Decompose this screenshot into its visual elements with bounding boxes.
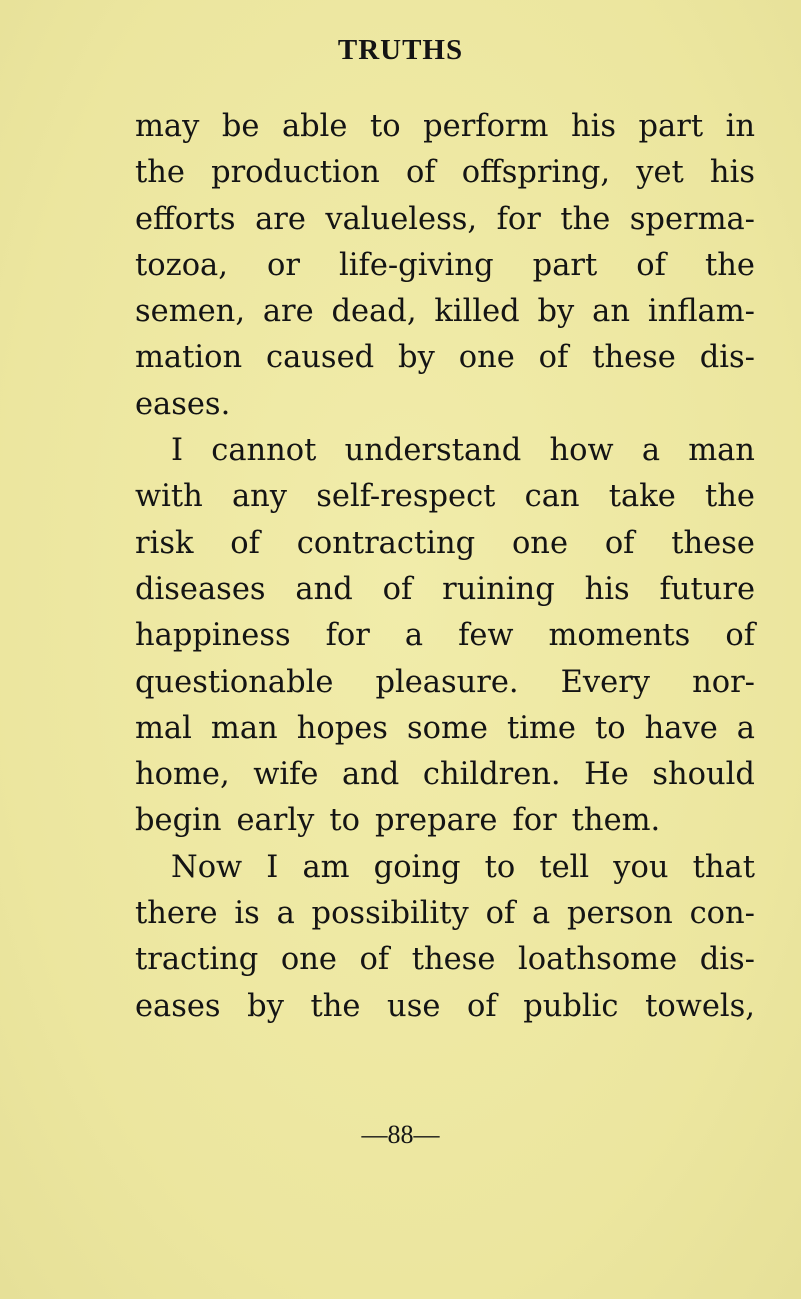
- text-line: [135, 335, 755, 381]
- word: by: [537, 294, 575, 330]
- word: nor-: [692, 664, 755, 700]
- word: to: [595, 710, 626, 746]
- word: these: [411, 942, 496, 978]
- word: one: [280, 942, 337, 978]
- word: of: [405, 155, 436, 191]
- word: a: [736, 710, 755, 746]
- text-line: [135, 150, 755, 196]
- word: dis-: [699, 340, 755, 376]
- word: mation: [135, 340, 243, 376]
- word: and: [341, 757, 400, 793]
- word: semen,: [135, 294, 246, 330]
- word: am: [302, 849, 350, 885]
- word: are: [255, 201, 306, 237]
- word: man: [688, 433, 755, 469]
- word: efforts: [135, 201, 236, 237]
- word: perform: [423, 109, 549, 144]
- text-line: [135, 845, 755, 891]
- word: to: [329, 803, 360, 839]
- word: of: [485, 896, 516, 932]
- word: of: [538, 340, 569, 376]
- word: risk: [135, 525, 194, 561]
- word: a: [276, 896, 295, 932]
- word: hopes: [296, 710, 388, 746]
- word: production: [211, 155, 380, 191]
- word: them.: [571, 803, 661, 839]
- word: have: [644, 710, 718, 746]
- text-line: [135, 428, 755, 474]
- word: Now: [171, 849, 243, 885]
- word: you: [613, 849, 669, 885]
- word: time: [506, 710, 576, 746]
- word: a: [404, 618, 424, 654]
- word: of: [636, 247, 666, 283]
- word: and: [295, 571, 353, 607]
- text-line: [135, 984, 755, 1030]
- word: his: [570, 109, 617, 144]
- word: one: [511, 525, 568, 561]
- word: eases.: [135, 386, 231, 422]
- word: how: [549, 433, 614, 469]
- word: by: [398, 340, 435, 376]
- word: these: [671, 525, 755, 561]
- word: moments: [548, 618, 691, 654]
- word: killed: [434, 294, 520, 330]
- body-text: [135, 104, 755, 1030]
- word: person: [566, 896, 673, 932]
- text-line: [135, 660, 755, 706]
- word: tozoa,: [135, 247, 228, 283]
- word: for: [496, 201, 541, 237]
- word: the: [135, 155, 185, 191]
- word: contracting: [296, 525, 476, 561]
- word: sperma-: [629, 201, 755, 237]
- text-line: [135, 197, 755, 243]
- word: con-: [689, 896, 755, 932]
- word: loathsome: [517, 942, 678, 978]
- word: Every: [560, 664, 651, 700]
- word: by: [247, 988, 284, 1024]
- word: one: [458, 340, 515, 376]
- running-head: TRUTHS: [337, 34, 464, 66]
- word: or: [267, 247, 300, 283]
- word: prepare: [374, 803, 498, 839]
- word: able: [281, 109, 348, 144]
- word: are: [262, 294, 314, 330]
- word: few: [458, 618, 514, 654]
- word: any: [231, 479, 288, 515]
- word: there: [135, 896, 218, 932]
- word: of: [725, 618, 755, 654]
- word: be: [221, 109, 260, 144]
- text-line: [135, 243, 755, 289]
- word: dis-: [699, 942, 755, 978]
- word: a: [532, 896, 551, 932]
- word: with: [135, 479, 203, 515]
- text-line: [135, 706, 755, 752]
- text-line: [135, 937, 755, 983]
- word: life-giving: [339, 247, 494, 283]
- word: that: [692, 849, 755, 885]
- word: his: [709, 155, 755, 191]
- word: a: [641, 433, 660, 469]
- word: future: [659, 571, 755, 607]
- word: to: [369, 109, 401, 144]
- word: of: [382, 571, 413, 607]
- word: of: [230, 525, 260, 561]
- word: children.: [422, 757, 561, 793]
- word: tell: [539, 849, 590, 885]
- word: possibility: [311, 896, 469, 932]
- word: his: [584, 571, 630, 607]
- word: is: [234, 896, 260, 932]
- word: dead,: [331, 294, 417, 330]
- text-line: [135, 798, 755, 844]
- word: He: [584, 757, 629, 793]
- word: happiness: [135, 618, 291, 654]
- word: going: [373, 849, 461, 885]
- word: cannot: [211, 433, 317, 469]
- word: of: [604, 525, 635, 561]
- word: ruining: [442, 571, 555, 607]
- word: take: [608, 479, 676, 515]
- word: eases: [135, 988, 221, 1024]
- word: should: [652, 757, 755, 793]
- text-line: [135, 289, 755, 335]
- word: part: [638, 109, 704, 144]
- word: for: [512, 803, 557, 839]
- word: part: [532, 247, 598, 283]
- word: home,: [135, 757, 230, 793]
- word: wife: [253, 757, 319, 793]
- word: inflam-: [647, 294, 755, 330]
- word: public: [523, 988, 619, 1024]
- word: I: [171, 433, 184, 469]
- text-line: [135, 382, 755, 428]
- word: use: [387, 988, 441, 1024]
- word: understand: [344, 433, 522, 469]
- word: yet: [636, 155, 684, 191]
- word: of: [466, 988, 497, 1024]
- word: self-respect: [316, 479, 496, 515]
- word: some: [406, 710, 488, 746]
- word: early: [236, 803, 315, 839]
- word: pleasure.: [375, 664, 519, 700]
- word: the: [310, 988, 361, 1024]
- text-line: [135, 474, 755, 520]
- word: valueless,: [325, 201, 478, 237]
- word: questionable: [135, 664, 334, 700]
- text-line: [135, 104, 755, 150]
- word: in: [725, 109, 755, 144]
- word: mal: [135, 710, 192, 746]
- word: these: [592, 340, 676, 376]
- word: I: [266, 849, 279, 885]
- word: diseases: [135, 571, 266, 607]
- text-line: [135, 567, 755, 613]
- word: the: [560, 201, 611, 237]
- text-line: [135, 752, 755, 798]
- word: towels,: [645, 988, 755, 1024]
- word: tracting: [135, 942, 259, 978]
- word: caused: [266, 340, 375, 376]
- word: the: [705, 247, 755, 283]
- text-line: [135, 521, 755, 567]
- word: offspring,: [461, 155, 611, 191]
- word: can: [524, 479, 580, 515]
- word: begin: [135, 803, 222, 839]
- word: for: [325, 618, 370, 654]
- word: of: [359, 942, 390, 978]
- word: may: [135, 109, 200, 144]
- page-number: —88—: [361, 1120, 440, 1149]
- word: to: [484, 849, 516, 885]
- word: the: [705, 479, 755, 515]
- text-line: [135, 613, 755, 659]
- word: man: [210, 710, 278, 746]
- word: an: [592, 294, 630, 330]
- text-line: [135, 891, 755, 937]
